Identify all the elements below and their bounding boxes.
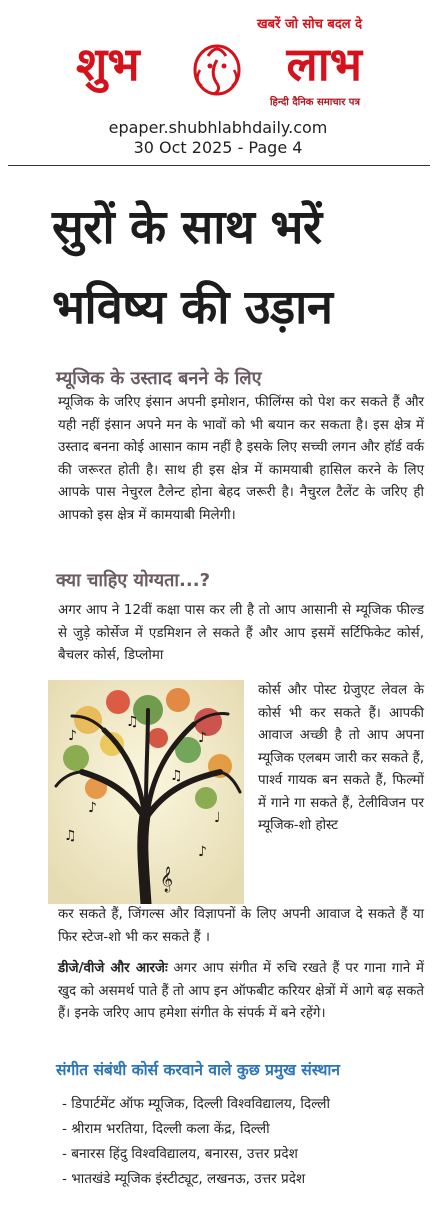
svg-text:♩: ♩ [214,810,221,826]
epaper-url[interactable]: epaper.shubhlabhdaily.com [108,118,328,137]
masthead-subtagline: हिन्दी दैनिक समाचार पत्र [269,97,360,108]
headline-line-1: सुरों के साथ भरें [52,200,322,255]
svg-text:♪: ♪ [198,844,207,860]
article-headline [52,188,432,348]
section-text-qualification-b: कोर्स और पोस्ट ग्रेजुएट लेवल के कोर्स भी कर सकते हैं। आपकी आवाज अच्छी है तो आप अपना म्यूजिक एलबम जारी कर सकते हैं, पार्श्व गायक बन सकते हैं, फिल्मों में गाने गा सकते हैं, टेलीविजन पर म्यूजिक-शो होस्ट [258,683,424,833]
svg-text:♪: ♪ [198,730,207,746]
svg-text:♫: ♫ [126,714,139,730]
section-text-qualification-c: कर सकते हैं, जिंगल्स और विज्ञापनों के लिए अपनी आवाज दे सकते हैं या फिर स्टेज-शो भी कर सकते हैं । [58,907,424,945]
section-text-dj-vj-rj [58,958,424,1026]
institutes-list [62,1092,422,1192]
institutes-heading: संगीत संबंधी कोर्स करवाने वाले कुछ प्रमुख संस्थान [56,1061,340,1079]
ganesh-emblem-icon [186,36,248,98]
music-tree-illustration [48,680,244,904]
section-heading-qualification: क्या चाहिए योग्यता...? [56,570,211,591]
svg-text:♫: ♫ [170,768,183,784]
list-item: - भातखंडे म्यूजिक इंस्टीट्यूट, लखनऊ, उत्तर प्रदेश [62,1171,306,1187]
svg-text:♫: ♫ [64,828,77,844]
music-tree-illustration-icon [48,680,244,904]
list-item: - डिपार्टमेंट ऑफ म्यूजिक, दिल्ली विश्वविद्यालय, दिल्ली [62,1096,330,1112]
dj-vj-rj-lead: डीजे/वीजे और आरजेः [58,961,168,976]
list-item: - बनारस हिंदु विश्वविद्यालय, बनारस, उत्तर प्रदेश [62,1146,298,1162]
logo-text-right: लाभ [286,37,362,91]
section-heading-music-master: म्यूजिक के उस्ताद बनने के लिए [56,368,262,389]
logo-text-left: शुभ [76,37,140,91]
section-text-music-master: म्यूजिक के जरिए इंसान अपनी इमोशन, फीलिंग्स को पेश कर सकते हैं और यही नहीं इंसान अपने मन के भावों को भी बयान कर सकता है। इस क्षेत्र में उस्ताद बनना कोई आसान काम नहीं है इसके लिए सच्ची लगन और हॉर्ड वर्क की जरूरत होती है। साथ ही इस क्षेत्र में कामयाबी हासिल करने के लिए आपके पास नेचुरल टैलेन्ट होना बेहद जरूरी है। नैचुरल टैलेंट के जरिए ही आपको इस क्षेत्र में कामयाबी मिलेगी। [58,395,424,523]
divider-line [8,165,430,166]
dj-vj-rj-body: अगर आप संगीत में रुचि रखते हैं पर गाना गाने में खुद को असमर्थ पाते हैं तो आप इन ऑफबीट करियर क्षेत्रों में आगे बढ़ सकते हैं। इनके जरिए आप हमेशा संगीत के संपर्क में बने रहेंगे। [58,961,424,1022]
headline-line-2: भविष्य की उड़ान [52,280,333,335]
section-text-qualification-a: अगर आप ने 12वीं कक्षा पास कर ली है तो आप आसानी से म्यूजिक फील्ड से जुड़े कोर्सेज में एडमिशन ले सकते हैं और आप इसमें सर्टिफिकेट कोर्स, बैचलर कोर्स, डिप्लोमा [58,603,424,664]
list-item: - श्रीराम भरतिया, दिल्ली कला केंद्र, दिल्ली [62,1121,270,1137]
svg-text:♪: ♪ [68,728,77,744]
svg-text:♪: ♪ [88,800,97,816]
edition-date-page: 30 Oct 2025 - Page 4 [133,138,303,157]
masthead-tagline: खबरें जो सोच बदल दे [257,17,362,32]
masthead [70,8,366,112]
svg-text:𝄞: 𝄞 [160,867,174,892]
